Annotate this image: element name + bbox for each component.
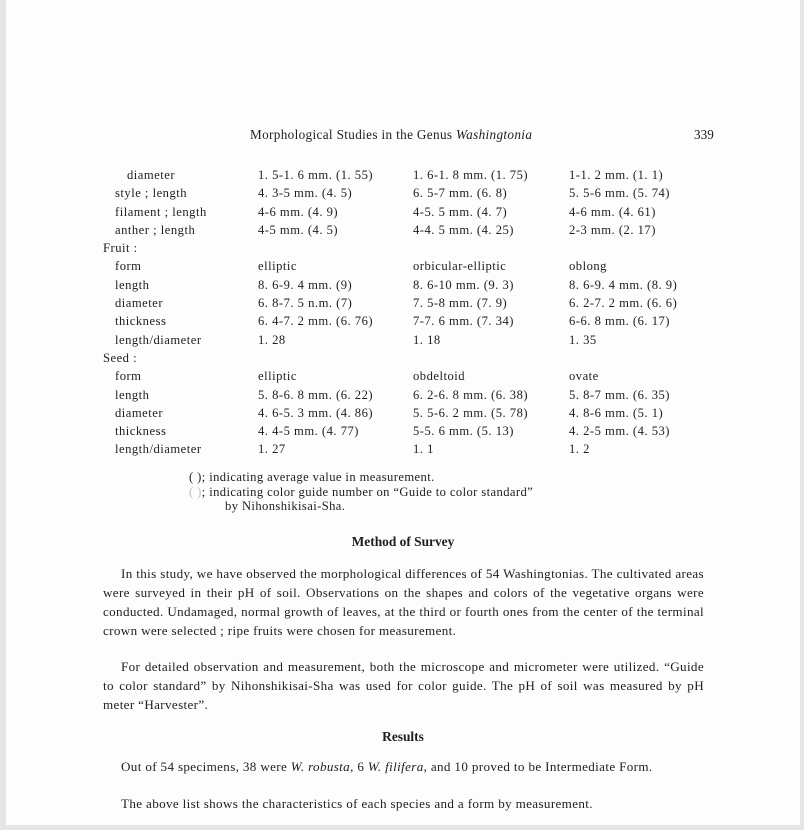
measurement-table (6, 166, 800, 459)
cell-robusta: 4. 4-5 mm. (4. 77) (258, 424, 359, 439)
cell-intermediate: obdeltoid (413, 369, 466, 384)
note-average (189, 470, 533, 485)
row-label: filament ; length (115, 204, 207, 219)
results-paragraph-2 (103, 794, 704, 813)
cell-filifera: 4-6 mm. (4. 61) (569, 204, 656, 219)
cell-filifera: 4. 2-5 mm. (4. 53) (569, 424, 670, 439)
row-label: length/diameter (115, 332, 202, 347)
paragraph-text: The above list shows the characteristics of each species and a form by measurement. (121, 796, 593, 811)
table-row (6, 166, 800, 184)
row-label: Seed : (103, 350, 138, 365)
table-row (6, 276, 800, 294)
row-label: anther ; length (115, 222, 196, 237)
cell-robusta: 4. 3-5 mm. (4. 5) (258, 186, 353, 201)
cell-intermediate: 7-7. 6 mm. (7. 34) (413, 314, 514, 329)
row-label: thickness (115, 424, 167, 439)
cell-intermediate: 6. 5-7 mm. (6. 8) (413, 186, 508, 201)
row-label: diameter (115, 296, 164, 311)
cell-filifera: 4. 8-6 mm. (5. 1) (569, 405, 664, 420)
cell-filifera: oblong (569, 259, 607, 274)
table-row (6, 294, 800, 312)
table-row (6, 257, 800, 275)
table-row (6, 221, 800, 239)
method-paragraph-1 (103, 564, 704, 640)
text-run: , and 10 proved to be Intermediate Form. (423, 759, 653, 774)
cell-robusta: 4-6 mm. (4. 9) (258, 204, 339, 219)
cell-robusta: 1. 5-1. 6 mm. (1. 55) (258, 168, 374, 182)
row-label: thickness (115, 314, 167, 329)
cell-filifera: 1. 2 (569, 442, 590, 457)
cell-robusta: 5. 8-6. 8 mm. (6. 22) (258, 387, 374, 402)
note-color-guide (189, 485, 533, 500)
table-row (6, 331, 800, 349)
row-label: Fruit : (103, 241, 138, 256)
cell-robusta: 6. 8-7. 5 n.m. (7) (258, 296, 353, 311)
cell-intermediate: 5. 5-6. 2 mm. (5. 78) (413, 405, 529, 420)
cell-intermediate: 1. 1 (413, 442, 434, 457)
row-label: style ; length (115, 186, 188, 201)
cell-intermediate: orbicular-elliptic (413, 259, 507, 274)
cell-robusta: elliptic (258, 259, 297, 274)
row-label: form (115, 259, 142, 274)
table-row (6, 203, 800, 221)
table-row (6, 404, 800, 422)
cell-filifera: 8. 6-9. 4 mm. (8. 9) (569, 277, 678, 292)
row-label: length (115, 387, 150, 402)
cell-filifera: 6-6. 8 mm. (6. 17) (569, 314, 670, 329)
paragraph-text: In this study, we have observed the morphological differences of 54 Washingtonias. The cultivated areas were surveyed in their pH of soil. Observations on the shapes and colors of the vegetative organs were conducted. Undamaged, normal growth of leaves, at the third or fourth ones from the center of the terminal crown were selected ; ripe fruits were chosen for measurement. (103, 566, 704, 638)
table-row (6, 422, 800, 440)
note-text: ; indicating average value in measurement. (201, 470, 435, 484)
cell-intermediate: 1. 18 (413, 332, 441, 347)
cell-robusta: 8. 6-9. 4 mm. (9) (258, 277, 353, 292)
cell-robusta: elliptic (258, 369, 297, 384)
cell-robusta: 4. 6-5. 3 mm. (4. 86) (258, 405, 374, 420)
cell-intermediate: 4-5. 5 mm. (4. 7) (413, 204, 508, 219)
cell-filifera: 5. 5-6 mm. (5. 74) (569, 186, 670, 201)
note-symbol: ( ) (189, 470, 202, 484)
table-row (6, 312, 800, 330)
running-title (250, 127, 532, 143)
document-page (6, 0, 800, 825)
section-heading-method: Method of Survey (351, 534, 455, 549)
cell-intermediate: 6. 2-6. 8 mm. (6. 38) (413, 387, 529, 402)
cell-robusta: 1. 28 (258, 332, 286, 347)
text-run: Out of 54 specimens, 38 were (121, 759, 291, 774)
results-paragraph-1 (103, 757, 704, 776)
cell-robusta: 6. 4-7. 2 mm. (6. 76) (258, 314, 374, 329)
cell-intermediate: 7. 5-8 mm. (7. 9) (413, 296, 508, 311)
running-title-genus: Washingtonia (456, 127, 533, 142)
row-label: diameter (127, 168, 176, 182)
text-run: , 6 (350, 759, 368, 774)
row-label: diameter (115, 405, 164, 420)
note-text: ; indicating color guide number on “Guide to color standard” (201, 484, 534, 499)
table-row (6, 239, 800, 257)
cell-robusta: 4-5 mm. (4. 5) (258, 222, 339, 237)
paragraph-text (103, 757, 704, 776)
table-row (6, 440, 800, 458)
note-symbol: ( ) (189, 484, 202, 499)
table-notes (189, 470, 533, 514)
running-title-text: Morphological Studies in the Genus (250, 127, 457, 142)
cell-filifera: 1-1. 2 mm. (1. 1) (569, 168, 664, 182)
note-color-guide-cont: by Nihonshikisai-Sha. (225, 499, 346, 513)
cell-intermediate: 1. 6-1. 8 mm. (1. 75) (413, 168, 529, 182)
page-number: 339 (694, 127, 714, 142)
table-row (6, 349, 800, 367)
cell-robusta: 1. 27 (258, 442, 286, 457)
species-name: W. robusta (290, 759, 351, 774)
cell-filifera: 2-3 mm. (2. 17) (569, 222, 656, 237)
cell-intermediate: 8. 6-10 mm. (9. 3) (413, 277, 514, 292)
cell-intermediate: 4-4. 5 mm. (4. 25) (413, 222, 514, 237)
cell-filifera: 1. 35 (569, 332, 597, 347)
row-label: form (115, 369, 142, 384)
row-label: length/diameter (115, 442, 202, 457)
cell-filifera: 6. 2-7. 2 mm. (6. 6) (569, 296, 678, 311)
table-row (6, 386, 800, 404)
section-heading-results: Results (382, 729, 424, 744)
cell-filifera: 5. 8-7 mm. (6. 35) (569, 387, 670, 402)
table-row (6, 184, 800, 202)
paragraph-text: For detailed observation and measurement, both the microscope and micrometer were utilized. “Guide to color standard” by Nihonshikisai-Sha was used for color guide. The pH of soil was measured by pH meter “Harvester”. (103, 659, 704, 712)
cell-intermediate: 5-5. 6 mm. (5. 13) (413, 424, 514, 439)
table-row (6, 367, 800, 385)
species-name: W. filifera (367, 759, 424, 774)
cell-filifera: ovate (569, 369, 599, 384)
method-paragraph-2 (103, 657, 704, 714)
row-label: length (115, 277, 150, 292)
